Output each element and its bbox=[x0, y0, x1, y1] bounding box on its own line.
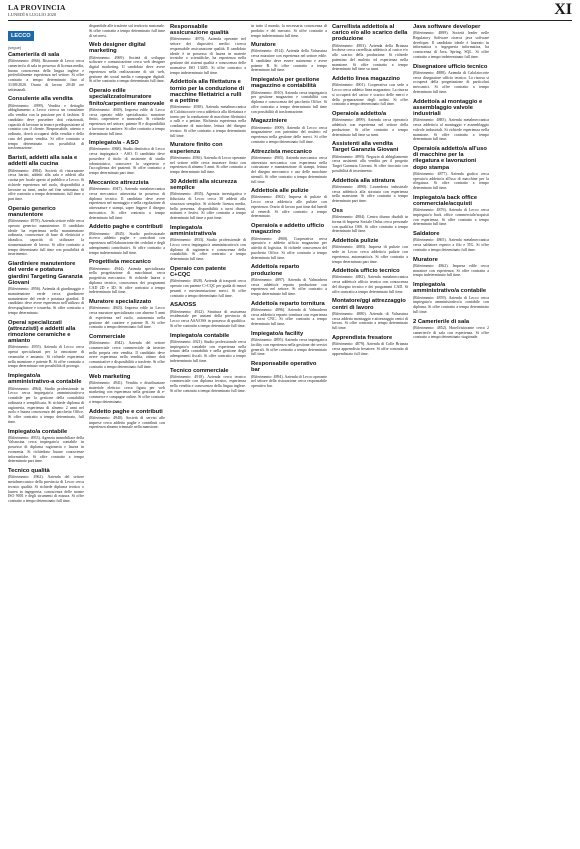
job-title: Operaio edile specializzato/muratore finito/carpentiere manovale bbox=[89, 88, 165, 107]
job-ad bbox=[332, 298, 408, 330]
column-ads bbox=[89, 24, 165, 430]
job-title: Responsabile assicurazione qualità bbox=[170, 24, 229, 37]
job-ad bbox=[170, 24, 246, 75]
job-ad bbox=[332, 335, 408, 356]
job-title: Impiegato/a amministrativo/a bbox=[170, 224, 217, 237]
job-title: Apprendista fresatore bbox=[332, 334, 393, 341]
job-title: Montatore/ggi attrezzaggio centri di lavoro bbox=[332, 298, 406, 311]
section-intro: (segue) bbox=[8, 45, 22, 50]
job-title: Impiegato/a contabile bbox=[8, 428, 68, 435]
job-description: (Riferimento: 4943). Impresa edile in Lecco cerca muratore specializzato con almeno 5 anni di esperienza nel ruolo, autonomia nella gestione del cantiere e patente B. Si offre contratto a tempo determinato full time. bbox=[89, 305, 165, 330]
job-title: ASA/OSS bbox=[170, 302, 197, 309]
job-title: Operaio con patente C+CQC bbox=[170, 265, 227, 279]
job-title: Muratore bbox=[413, 256, 438, 263]
job-ad bbox=[332, 208, 408, 234]
job-description: (Riferimento: 4890). Lavanderia industriale cerca addetto/a alla stiratura con esperienza nella mansione. Si offre contratto a tempo determinato part time. bbox=[332, 183, 408, 204]
job-ad bbox=[170, 266, 246, 298]
job-ad bbox=[89, 374, 165, 405]
section-label: LECCO bbox=[8, 31, 34, 41]
column-3 bbox=[170, 24, 246, 846]
job-ad bbox=[89, 42, 165, 84]
job-description: (Riferimento: 4942). Azienda del settore commerciale cerca commerciale da inserire nella propria rete vendita. Il candidato deve avere esperienza nella vendita, ottime doti comunicative e disponibilità a trasferte. Si offre contratto a tempo determinato full time. bbox=[89, 340, 165, 369]
job-description: (Riferimento: 4897). Azienda di Valmadrera cerca addetto/a reparto produzione con esperienza nel settore. Si offre contratto a tempo determinato full time. bbox=[251, 276, 327, 297]
job-ad bbox=[89, 88, 165, 136]
job-ad bbox=[8, 468, 84, 504]
job-title: Baristi, addetti alla sala e addetti alla cucina bbox=[8, 155, 78, 168]
job-ad bbox=[8, 429, 84, 465]
masthead bbox=[8, 3, 572, 20]
job-description: (Riferimento: 4885). Azienda metalmeccanica cerca addetto/a al montaggio e assemblaggio valvole industriali. Si richiede esperienza nella mansione. Si offre contratto a tempo determinato full time. bbox=[413, 117, 489, 142]
job-description: (Riferimento: 4944). Azienda specializzata nella progettazione di macchinari cerca progettista meccanico. Si richiede laurea o diploma tecnico, conoscenza dei programmi CAD 2D e 3D. Si offre contratto a tempo indeterminato full time. bbox=[89, 265, 165, 295]
job-ad bbox=[251, 361, 327, 389]
job-title: Addetto paghe e contributi bbox=[89, 408, 163, 415]
job-ad bbox=[8, 52, 84, 92]
job-title: 30 Addetti alla sicurezza semplice bbox=[170, 178, 237, 192]
job-ad bbox=[8, 261, 84, 315]
job-ad bbox=[170, 368, 246, 394]
job-description: (Riferimento: 4940). Società di servizi alle imprese cerca addetto paghe e contributi con esperienza almeno triennale nella mansione. bbox=[89, 414, 165, 430]
job-ad bbox=[170, 179, 246, 221]
job-title: Operaio generico manutentore bbox=[8, 205, 56, 219]
job-ad bbox=[170, 302, 246, 328]
job-ad bbox=[170, 225, 246, 262]
job-description: (Riferimento: 4978). Azienda settore edile cerca operaio generico manutentore. Il candidato ideale ha esperienza nella manutenzione ordinaria, conoscenze di base di elettricità e idraulica, capacità di utilizzare la strumentazione di lavoro. Si offre contratto a tempo determinato full time con possibilità di inserimento. bbox=[8, 218, 84, 257]
job-title: Java software developer bbox=[413, 24, 481, 30]
job-title: Addetto/a alla stiratura bbox=[332, 177, 395, 184]
job-ad bbox=[89, 140, 165, 176]
job-title: Giardiniere manutentore del verde e potatura giardini Targeting Garanzia Giovani bbox=[8, 261, 83, 286]
job-title: Addetto/a ufficio tecnico bbox=[332, 268, 400, 275]
job-title: 2 Camerieri/e di sala bbox=[413, 318, 470, 325]
column-ads bbox=[251, 24, 327, 389]
job-description: (Riferimento: 4901). Cooperativa con sede a Lecco cerca addetto linea magazzino. La risorsa si occuperà del carico e scarico delle merci e della preparazione degli ordini. Si offre contratto a tempo determinato full time. bbox=[332, 82, 408, 107]
job-description: (Riferimento: 4882). Azienda metalmeccanica cerca addetto/a ufficio tecnico con conoscenza del disegno tecnico e dei programmi CAD. Si offre contratto a tempo determinato full time. bbox=[332, 274, 408, 294]
job-title: Assistenti alla vendita Target Garanzia Giovani bbox=[332, 141, 399, 154]
job-title: Addetto/a reparto produzione bbox=[251, 264, 300, 277]
job-title: Impiegato/a facility bbox=[251, 330, 304, 337]
job-title: Oss bbox=[332, 207, 343, 214]
job-description: (Riferimento: 4862). Impresa edile cerca muratore con esperienza. Si offre contratto a tempo indeterminato full time. bbox=[413, 262, 489, 278]
job-ad bbox=[251, 149, 327, 185]
job-description: (Riferimento: 4889). Società leader nelle Regulatory Software ricerca java software developer. Il candidato ideale è laureato in informatica o ingegneria informatica, ha conoscenza di Java, Spring, SQL. Si offre contratto a tempo indeterminato full time. bbox=[413, 30, 489, 59]
job-ad bbox=[332, 76, 408, 107]
job-ad bbox=[413, 64, 489, 95]
job-ad bbox=[89, 259, 165, 295]
job-description: (Riferimento: 4936). Azienda di Lecco operante nel settore edile cerca muratore finito con esperienza di almeno 5 anni. Si offre contratto a tempo determinato full time. bbox=[170, 154, 246, 175]
job-description: (Riferimento: 4910). Azienda cerca impiegato/a per gestione magazzino e contabilità con diploma e conoscenza del pacchetto Office. Si offre contratto a tempo determinato full time con possibilità di trasformazione. bbox=[251, 89, 327, 114]
job-title: Saldatore bbox=[413, 231, 440, 238]
job-ad bbox=[89, 409, 165, 430]
job-title: Impiegato/a - ASO bbox=[89, 140, 139, 147]
job-title: Muratore finito con esperienza bbox=[170, 142, 223, 155]
job-description: (Riferimento: 4877). Azienda grafica cerca operaio/a addetto/a all'uso di macchine per la rilegatura. Si offre contratto a tempo determinato full time. bbox=[413, 170, 489, 191]
issue-date: LUNEDÌ 6 LUGLIO 2020 bbox=[8, 12, 57, 17]
job-title: Impiegato/a back office commerciale/acquisti bbox=[413, 194, 478, 208]
job-title: Addetto/a al montaggio e assemblaggio valvole industriali bbox=[413, 98, 483, 118]
job-ad bbox=[413, 257, 489, 278]
job-title: Responsabile operativo bar bbox=[251, 361, 317, 374]
job-description: (Riferimento: 4883). Impresa di pulizie con sede in Lecco cerca addetto/a pulizie con esperienza, automunito/a. Si offre contratto a tempo determinato part time. bbox=[332, 244, 408, 264]
job-ad bbox=[170, 333, 246, 364]
job-description: (Riferimento: 4903). Azienda della Brianza lecchese cerca carrellista addetto/a al carico e/o allo scarico della produzione. Si richiede patentino del muletto ed esperienza nella mansione. Si offre contratto a tempo determinato full time su turni. bbox=[332, 42, 408, 72]
job-ad bbox=[332, 111, 408, 137]
column-5 bbox=[332, 24, 408, 846]
job-description: (Riferimento: 4888). Azienda di Calolziocorte cerca disegnatore ufficio tecnico. La risorsa si occuperà della progettazione di particolari meccanici. Si offre contratto a tempo determinato full time. bbox=[413, 69, 489, 94]
page-number: XI bbox=[554, 1, 572, 18]
job-description: (Riferimento: 4928). Azienda di trasporti cerca operaio con patente C+CQC per guida di mezzi pesanti e movimentazione merci. Si offre contratto a tempo determinato full time. bbox=[170, 278, 246, 298]
job-ad bbox=[251, 77, 327, 114]
job-title: Muratore bbox=[251, 42, 276, 49]
job-title: Impiegato/a contabile bbox=[170, 332, 230, 339]
classifieds-columns bbox=[8, 24, 572, 846]
job-description: (Riferimento: 4880). Azienda di Valsassina cerca addetto montaggio e attrezzaggio centri di lavoro. Si offre contratto a tempo determinato full time. bbox=[332, 310, 408, 331]
header-rule bbox=[8, 20, 572, 21]
job-description: (Riferimento: 4896). Azienda di Valmadrera cerca addetto/a reparto tornitura con esperienza su torni CNC. Si offre contratto a tempo determinato full time. bbox=[251, 306, 327, 327]
job-description: (Riferimento: 4852). Hotel/ristorante cerca 2 camerieri/e di sala con esperienza. Si offre contratto a tempo determinato stagionale. bbox=[413, 324, 489, 340]
job-ad bbox=[251, 301, 327, 327]
job-ad bbox=[332, 141, 408, 173]
job-ad bbox=[413, 24, 489, 60]
job-title: Impiegato/a amministrativo/a contabile bbox=[413, 282, 487, 295]
job-ad bbox=[413, 146, 489, 191]
job-description: (Riferimento: 4918). Azienda cerca tecnico commerciale con diploma tecnico, esperienza nella vendita e conoscenza della lingua inglese. Si offre contratto a tempo determinato full time. bbox=[170, 373, 246, 393]
column-2 bbox=[89, 24, 165, 846]
job-title: Commerciale bbox=[89, 334, 126, 341]
job-description: (Riferimento: 4921). Studio professionale cerca impiegato/a contabile con esperienza nella tenuta della contabilità e nella gestione degli adempimenti fiscali. Si offre contratto a tempo indeterminato full time. bbox=[170, 338, 246, 363]
job-description: in tutto il mondo, la necessaria conoscenza di prodotto e del mercato. Si offre contratto a tempo indeterminato full time. bbox=[251, 24, 327, 38]
job-ad bbox=[251, 188, 327, 219]
job-description: (Riferimento: 4905). Azienda meccanica cerca attrezzista meccanico con esperienza nella costruzione e manutenzione di stampi, lettura del disegno meccanico e uso delle macchine utensili. Si offre contratto a tempo determinato full time. bbox=[251, 154, 327, 184]
job-ad bbox=[251, 264, 327, 296]
job-description: (Riferimento: 4955). Azienda di Lecco cerca operai specializzati per la rimozione di ceramiche e amianto. Si richiede esperienza nella mansione e patente B. Si offre contratto a tempo determinato con possibilità di proroga. bbox=[8, 344, 84, 369]
job-ad bbox=[8, 206, 84, 257]
job-description: (Riferimento: 4941). Vendita e distribuzione materiale elettrico cerca figura per web marketing con esperienza nella gestione di e-commerce e campagne online. Si offre contratto a tempo determinato. bbox=[89, 379, 165, 404]
job-ad bbox=[251, 118, 327, 144]
job-title: Magazziniere bbox=[251, 118, 288, 125]
job-description: (Riferimento: 4984). Società di ristorazione cerca baristi, addetti alla sala e addetti alla cucina per locale aperto al pubblico a Lecco. Si richiede esperienza nel ruolo, disponibilità a lavorare su turni, anche nel fine settimana. Si offre contratto a tempo determinato, full time o part time. bbox=[8, 167, 84, 202]
job-title: Addetto/a reparto tornitura bbox=[251, 300, 325, 307]
job-description: (Riferimento: 4894). Azienda di Lecco operante nel settore della ristorazione cerca responsabile operativo bar. bbox=[251, 373, 327, 389]
job-title: Impiegato/a amministrativo-a contabile bbox=[8, 373, 82, 386]
job-title: Camerieri/a di sala bbox=[8, 52, 60, 58]
job-description: (Riferimento: 4947). Azienda metalmeccanica cerca meccanico attrezzista in possesso di diploma tecnico. Il candidato deve avere esperienza nel montaggio e nella regolazione di attrezzature e stampi, saper leggere il disegno meccanico. Si offre contratto a tempo determinato full time. bbox=[89, 186, 165, 220]
job-description: (Riferimento: 4953). Agenzia immobiliare della Valsassina cerca impiegato/a contabile in possesso di diploma ragioneria e laurea in economia. Si richiedono buone conoscenze informatiche. Si offre contratto a tempo determinato part time. bbox=[8, 434, 84, 464]
job-title: Web marketing bbox=[89, 373, 131, 380]
job-ad bbox=[413, 319, 489, 340]
job-description: (Riferimento: 4945). Studio professionale ricerca addetto paghe e contributi con esperienza nell'elaborazione dei cedolini e degli adempimenti contributivi. Si offre contratto a tempo indeterminato full time. bbox=[89, 230, 165, 255]
job-description: disponibile alle trasferte sul territorio nazionale. Si offre contratto a tempo determinato full time di sei mesi. bbox=[89, 24, 165, 38]
job-description: (Riferimento: 4933). Studio professionale di Lecco cerca impiegato/a amministrativo/a con diploma di ragioneria e conoscenza della contabilità. Si offre contratto a tempo determinato full time. bbox=[170, 237, 246, 262]
job-description: (Riferimento: 4970). Azienda operante nel settore dei dispositivi medici ricerca responsabile assicurazione qualità. Il candidato ideale è in possesso di laurea in materie tecniche o scientifiche, ha esperienza nella gestione dei sistemi qualità e conoscenza delle normative ISO 13485. Si offre contratto a tempo indeterminato full time. bbox=[170, 36, 246, 75]
job-description: (Riferimento: 4909). Azienda di Lecco cerca magazziniere con patentino del muletto ed esperienza nella gestione delle merci. Si offre contratto a tempo determinato full time. bbox=[251, 124, 327, 144]
job-description: (Riferimento: 4914). Azienda della Valsassina cerca muratore con esperienza nel settore edile. Il candidato deve essere autonomo e avere patente B. Si offre contratto a tempo determinato full time. bbox=[251, 48, 327, 73]
job-ad bbox=[332, 268, 408, 294]
job-title: Attrezzista meccanico bbox=[251, 148, 312, 155]
column-1 bbox=[8, 24, 84, 846]
job-ad bbox=[251, 223, 327, 260]
job-title: Disegnatore ufficio tecnico bbox=[413, 63, 488, 70]
job-description: (Riferimento: 4876). Azienda di Lecco cerca impiegato/a back office commerciale/acquisti con esperienza. Si offre contratto a tempo determinato full time. bbox=[413, 207, 489, 227]
job-title: Operaio/a addetto/a all'uso di macchine per la rilegatura e lavorazioni dopo stampa bbox=[413, 146, 487, 171]
job-description: (Riferimento: 4879). Azienda di Colle Brianza cerca apprendista fresatore. Si offre contratto di apprendistato full time. bbox=[332, 341, 408, 356]
job-description: (Riferimento: 4964). Studio professionale in Lecco cerca impiegato/a amministrativo-a contabile per la gestione della contabilità ordinaria e semplificata. Si richiede diploma di ragioneria, esperienza di almeno 2 anni nel ruolo e buona conoscenza del pacchetto Office. Si offre contratto a tempo determinato, full time. bbox=[8, 385, 84, 424]
job-title: Meccanico attrezzista bbox=[89, 179, 149, 186]
job-ad bbox=[89, 334, 165, 370]
job-title: Carrellista addetto/a al carico e/o allo scarico della produzione bbox=[332, 24, 408, 43]
job-description: (Riferimento: 4899). Azienda cerca operaio/a addetto/a con esperienza nel settore della produzione. Si offre contratto a tempo determinato full time su turni. bbox=[332, 117, 408, 137]
job-ad bbox=[332, 238, 408, 264]
job-ad bbox=[251, 24, 327, 38]
job-description: (Riferimento: 4900). Cooperativa cerca operaio/a e addetto ufficio magazzino per attività di logistica. Si richiede conoscenza del pacchetto Office. Si offre contratto a tempo determinato full time. bbox=[251, 235, 327, 260]
job-description: (Riferimento: 4865). Azienda metalmeccanica cerca saldatore esperto a filo e TIG. Si offre contratto a tempo determinato full time. bbox=[413, 237, 489, 252]
job-description: (Riferimento: 4922). Struttura di assistenza residenziale per anziani della provincia di Lecco cerca ASA/OSS in possesso di qualifica. Si offre contratto a tempo determinato full time. bbox=[170, 308, 246, 328]
job-ad bbox=[332, 24, 408, 72]
job-title: Operai specializzati (attrezzisti) e addetti alla rimozione ceramiche e amianto bbox=[8, 319, 76, 345]
job-ad bbox=[89, 224, 165, 255]
job-description: (Riferimento: 4884). Centro diurno disabili in forma di Impresa Sociale Onlus cerca personale con qualifica OSS. Si offre contratto a tempo determinato full time. bbox=[332, 214, 408, 234]
job-title: Tecnico commerciale bbox=[170, 367, 229, 374]
column-ads bbox=[8, 52, 84, 504]
job-description: (Riferimento: 4966). Ristorante di Lecco cerca camerieri/a di sala in possesso di licenza media, buona conoscenza della lingua inglese e preferibilmente esperienza nel settore. Si offre contratto a tempo determinato fino al 31/08/2020. Orario di lavoro 20/40 ore settimanali. bbox=[8, 58, 84, 92]
job-description: (Riferimento: 4999). Vendita e dettaglio abbigliamento a Lecco ricerca un consulente alla vendita con la passione per il fashion. Il candidato deve possedere doti relazionali, capacità di lavorare in team e predisposizione al contatto con il cliente. Responsabile, attento e ordinato, dovrà occuparsi della vendita e della cura del punto vendita. Si offre contratto a tempo determinato con possibilità di trasformazione. bbox=[8, 102, 84, 151]
job-description: (Riferimento: 4893). Negozio di abbigliamento cerca assistenti alla vendita per il progetto Target Garanzia Giovani. Si offre tirocinio con possibilità di inserimento. bbox=[332, 153, 408, 173]
column-ads bbox=[413, 24, 489, 340]
job-title: Operaio/a addetto/a bbox=[332, 111, 387, 118]
job-title: Muratore specializzato bbox=[89, 299, 152, 306]
newspaper-name: LA PROVINCIA bbox=[8, 3, 66, 12]
job-title: Operaio/a e addetto ufficio magazzino bbox=[251, 223, 325, 236]
job-ad bbox=[332, 178, 408, 204]
job-title: Addetto/a alle pulizie bbox=[251, 188, 309, 195]
job-description: (Riferimento: 4962). Azienda del settore metalmeccanico della provincia di Lecco cerca tecnico qualità. Si richiede diploma tecnico o laurea in ingegneria, conoscenza delle norme ISO 9001 e degli strumenti di misura. Si offre contratto a tempo determinato full time. bbox=[8, 474, 84, 504]
job-ad bbox=[170, 79, 246, 138]
job-ad bbox=[170, 142, 246, 174]
job-ad bbox=[89, 299, 165, 330]
column-ads bbox=[332, 24, 408, 356]
job-title: Web designer digital marketing bbox=[89, 42, 146, 55]
job-title: Addetto linea magazzino bbox=[332, 76, 400, 83]
job-description: (Riferimento: 4969). Società di sviluppo software e comunicazione cerca web designer digital marketing. Il candidato deve avere esperienza nella realizzazione di siti web, gestione dei social media e campagne digitali. Si offre contratto a tempo determinato full time. bbox=[89, 54, 165, 84]
job-ad bbox=[413, 231, 489, 252]
job-ad bbox=[413, 195, 489, 227]
job-ad bbox=[251, 331, 327, 357]
job-title: Consulente alla vendita bbox=[8, 96, 73, 103]
column-6 bbox=[413, 24, 489, 846]
job-title: Addetto paghe e contributi bbox=[89, 224, 163, 231]
column-ads bbox=[170, 24, 246, 394]
job-ad bbox=[413, 282, 489, 314]
job-ad bbox=[251, 42, 327, 73]
job-description: (Riferimento: 4956). Azienda di giardinaggio e manutenzione verde cerca giardiniere manutentore del verde e potatura giardini. Il candidato deve avere esperienza nell'utilizzo di decespugliatore e tosaerba. Si offre contratto a tempo determinato. bbox=[8, 286, 84, 315]
job-ad bbox=[89, 24, 165, 38]
job-title: Progettista meccanico bbox=[89, 259, 151, 266]
job-description: (Riferimento: 4935). Agenzia investigativa e fiduciaria di Lecco cerca 30 addetti alla sicurezza semplice. Si richiede licenza media, bella presenza, disponibilità a turni diurni, notturni e festivi. Si offre contratto a tempo determinato full time o part time. bbox=[170, 191, 246, 221]
job-description: (Riferimento: 4895). Azienda cerca impiegato/a facility con esperienza nella gestione dei servizi generali. Si offre contratto a tempo determinato full time. bbox=[251, 337, 327, 357]
job-title: Tecnico qualità bbox=[8, 468, 50, 475]
job-description: (Riferimento: 4938). Azienda metalmeccanica di Calolziocorte cerca addetto/a alla filettatura e tornio per la conduzione di macchine filettatrici a rulli e a pettine. Richiesta esperienza nella conduzione di macchine, lettura del disegno tecnico. Si offre contratto a tempo determinato full time. bbox=[170, 104, 246, 138]
column-4 bbox=[251, 24, 327, 846]
job-ad bbox=[8, 155, 84, 202]
job-ad bbox=[89, 180, 165, 220]
job-ad bbox=[8, 96, 84, 151]
job-ad bbox=[413, 99, 489, 142]
job-description: (Riferimento: 4859). Azienda di Lecco cerca impiegato/a amministrativo/a contabile con diploma. Si offre contratto a tempo determinato full time. bbox=[413, 294, 489, 314]
job-title: Impiegato/a per gestione magazzino e contabilità bbox=[251, 77, 320, 90]
job-description: (Riferimento: 4968). Studio dentistico di Lecco cerca impiegato/a - ASO. Il candidato deve possedere il titolo di assistente di studio odontoiatrico, conoscere la segreteria e l'accoglienza dei pazienti. Si offre contratto a tempo determinato part time. bbox=[89, 146, 165, 176]
job-ad bbox=[8, 320, 84, 370]
job-title: Addetto/a alla filettatura e tornio per la conduzione di macchine filettatrici a rulli e a pettine bbox=[170, 79, 245, 105]
job-title: Addetto/a pulizie bbox=[332, 238, 379, 245]
job-description: (Riferimento: 4949). Impresa edile di Lecco cerca operaio edile specializzato, muratore finito, carpentiere o manovale. Si richiede esperienza nel settore, patente B e disponibilità a lavorare in cantiere. Si offre contratto a tempo determinato full time. bbox=[89, 106, 165, 136]
job-ad bbox=[8, 373, 84, 424]
job-description: (Riferimento: 4902). Impresa di pulizie di Lecco cerca addetto/a alle pulizie con esperienza. Orario di lavoro part time dal lunedì al venerdì. Si offre contratto a tempo determinato. bbox=[251, 194, 327, 219]
